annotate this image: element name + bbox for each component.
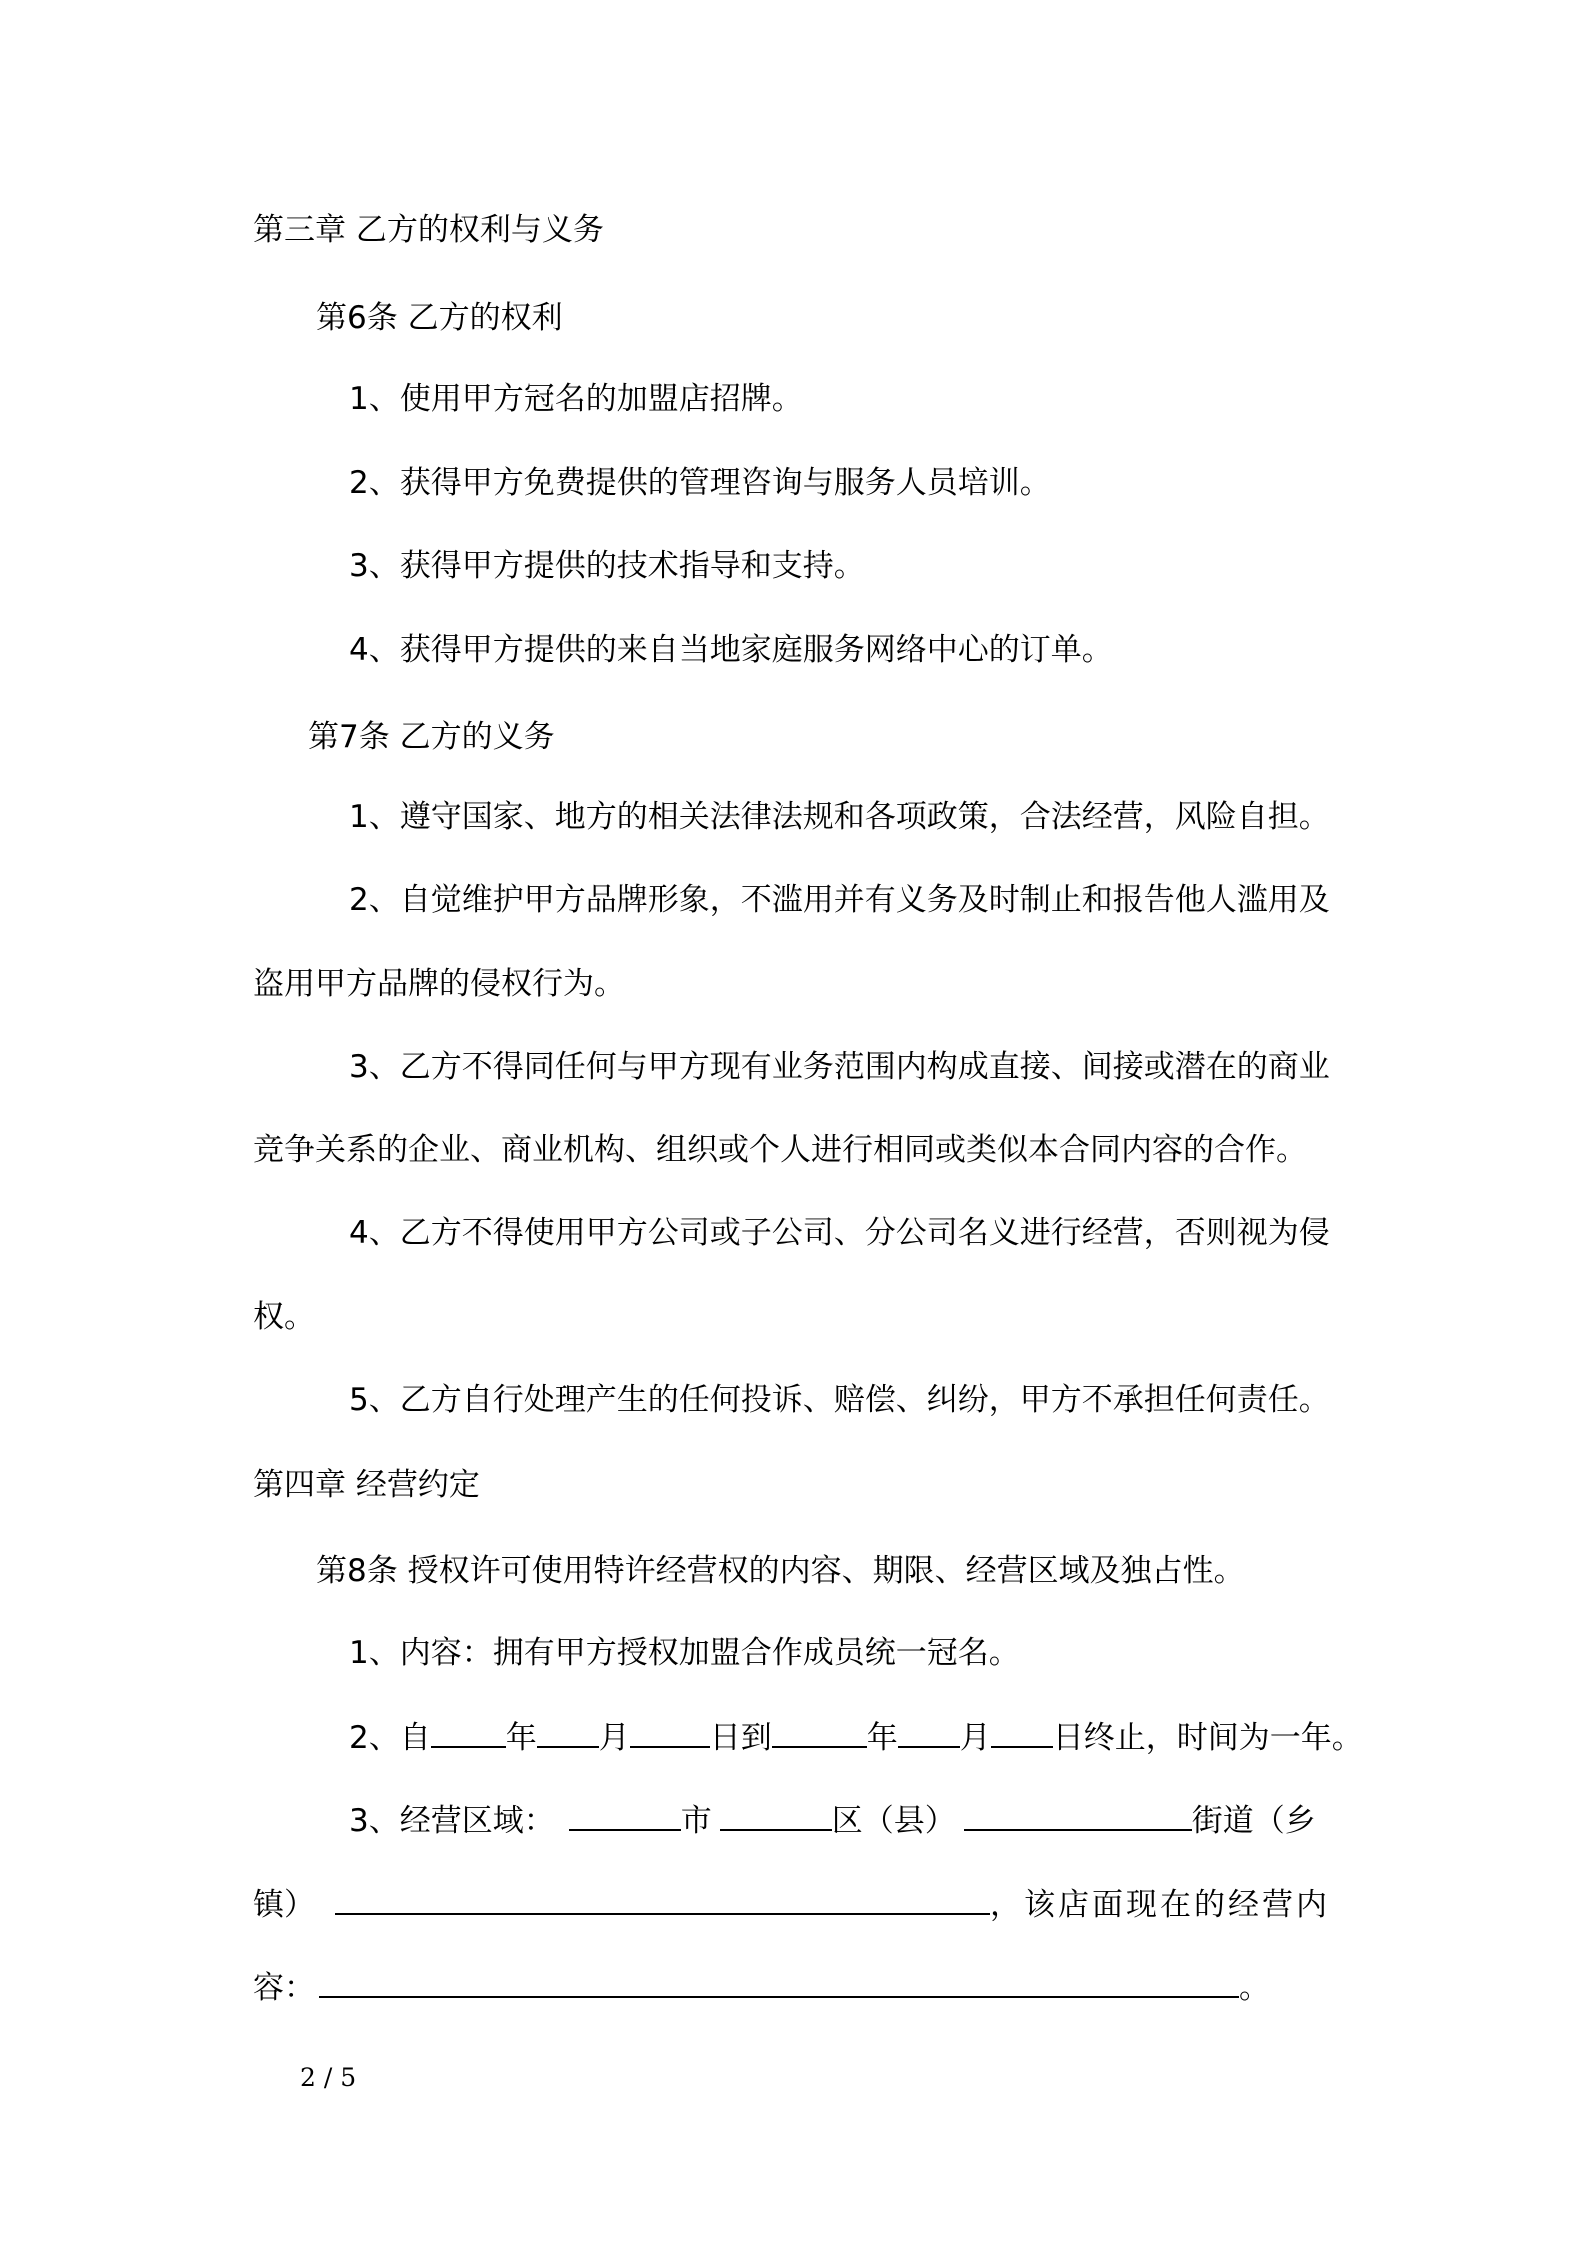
- article-6-item-2: 2、获得甲方免费提供的管理咨询与服务人员培训。: [349, 465, 1051, 501]
- article-8-item-3-line-3: 容： 。: [253, 1966, 1270, 2008]
- blank-district: [720, 1799, 832, 1831]
- blank-end-day: [991, 1716, 1053, 1748]
- blank-city: [569, 1799, 681, 1831]
- article-8-title: 第8条 授权许可使用特许经营权的内容、期限、经营区域及独占性。: [316, 1553, 1245, 1589]
- blank-street: [964, 1799, 1192, 1831]
- blank-start-day: [630, 1716, 710, 1748]
- article-8-item-3-line-1: 3、经营区域： 市 区（县） 街道（乡: [349, 1799, 1316, 1841]
- article-7-item-1: 1、遵守国家、地方的相关法律法规和各项政策，合法经营，风险自担。: [349, 799, 1330, 835]
- blank-business-content: [319, 1966, 1239, 1998]
- blank-end-year: [772, 1716, 867, 1748]
- article-6-title: 第6条 乙方的权利: [316, 300, 563, 336]
- article-7-item-5: 5、乙方自行处理产生的任何投诉、赔偿、纠纷，甲方不承担任何责任。: [349, 1382, 1330, 1418]
- article-8-item-3-line-2: 镇） ，该店面现在的经营内: [253, 1883, 1330, 1925]
- blank-start-month: [537, 1716, 599, 1748]
- article-7-item-2-line-2: 盗用甲方品牌的侵权行为。: [253, 966, 625, 1002]
- article-8-item-2: 2、自 年 月 日到 年 月 日终止，时间为一年。: [349, 1716, 1363, 1758]
- article-7-item-4-line-2: 权。: [253, 1299, 315, 1335]
- article-6-item-4: 4、获得甲方提供的来自当地家庭服务网络中心的订单。: [349, 632, 1113, 668]
- article-6-item-1: 1、使用甲方冠名的加盟店招牌。: [349, 381, 803, 417]
- article-7-title: 第7条 乙方的义务: [308, 719, 555, 755]
- chapter-3-title: 第三章 乙方的权利与义务: [253, 212, 604, 248]
- blank-start-year: [431, 1716, 506, 1748]
- article-7-item-3-line-1: 3、乙方不得同任何与甲方现有业务范围内构成直接、间接或潜在的商业: [349, 1049, 1330, 1085]
- article-8-item-1: 1、内容：拥有甲方授权加盟合作成员统一冠名。: [349, 1635, 1020, 1671]
- article-7-item-4-line-1: 4、乙方不得使用甲方公司或子公司、分公司名义进行经营，否则视为侵: [349, 1215, 1330, 1251]
- page-number: 2 / 5: [300, 2063, 357, 2092]
- blank-end-month: [898, 1716, 960, 1748]
- article-7-item-3-line-2: 竞争关系的企业、商业机构、组织或个人进行相同或类似本合同内容的合作。: [253, 1132, 1307, 1168]
- article-7-item-2-line-1: 2、自觉维护甲方品牌形象，不滥用并有义务及时制止和报告他人滥用及: [349, 882, 1330, 918]
- blank-town: [335, 1883, 990, 1915]
- article-6-item-3: 3、获得甲方提供的技术指导和支持。: [349, 548, 865, 584]
- chapter-4-title: 第四章 经营约定: [253, 1467, 480, 1503]
